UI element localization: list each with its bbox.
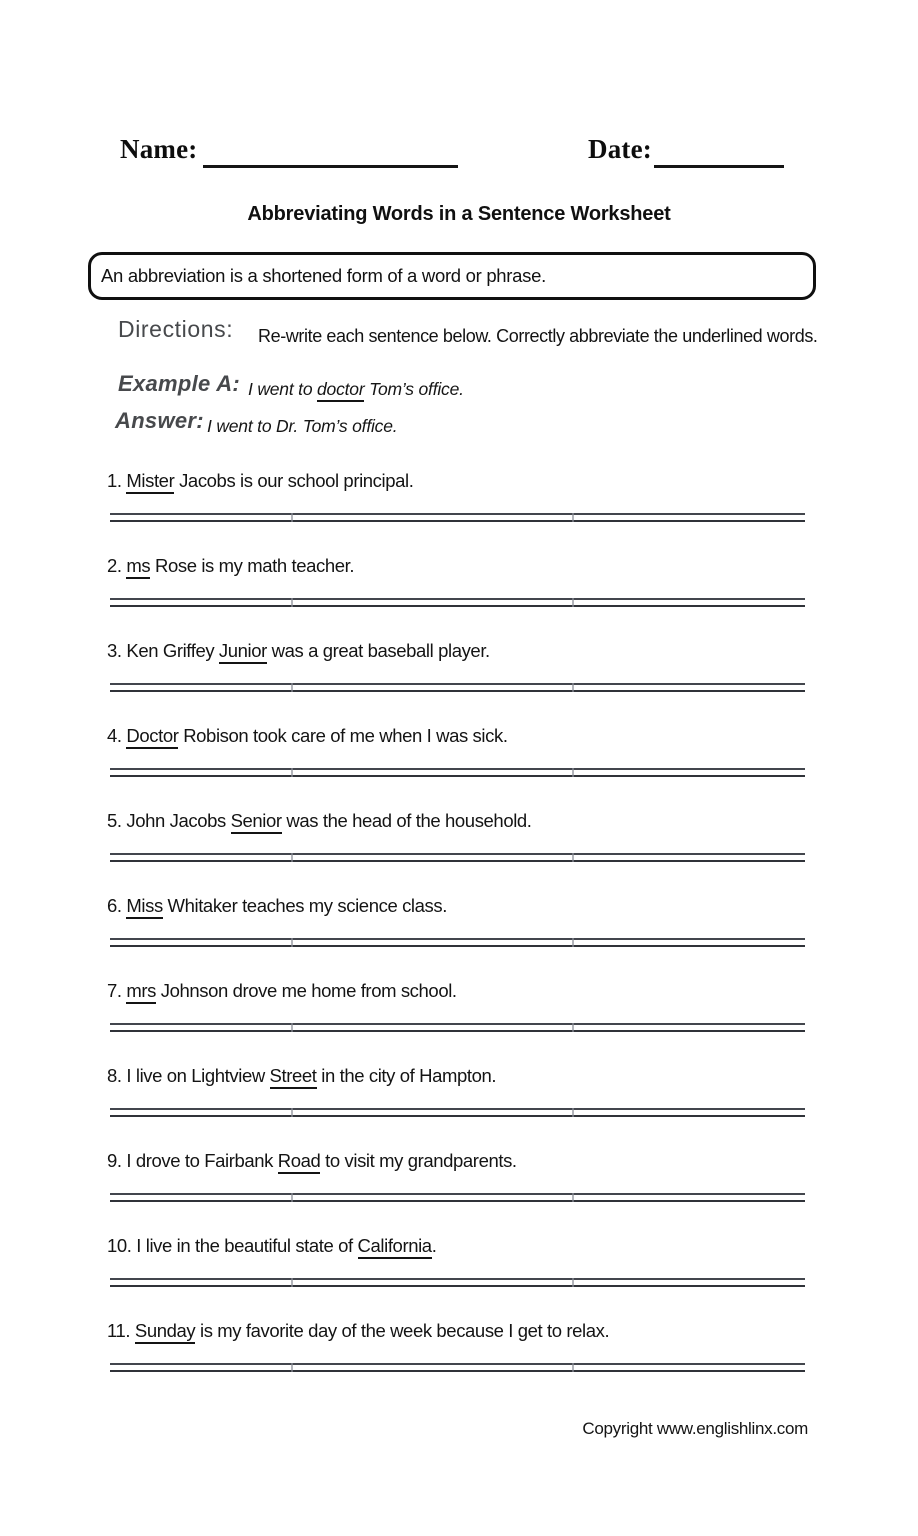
item-number: 1. (107, 470, 127, 491)
item-post-text: was a great baseball player. (266, 640, 490, 661)
item-post-text: Whitaker teaches my science class. (162, 895, 447, 916)
line-tick (291, 598, 293, 607)
line-tick (572, 853, 574, 862)
item-underlined-word: Street (270, 1065, 317, 1089)
item-underlined-word: Sunday (135, 1320, 195, 1344)
item-number: 3. (107, 640, 127, 661)
line-tick (572, 938, 574, 947)
item-underlined-word: mrs (126, 980, 156, 1004)
item-post-text: was the head of the household. (281, 810, 532, 831)
answer-blank-line[interactable] (110, 853, 805, 862)
item-underlined-word: Doctor (126, 725, 178, 749)
line-tick (291, 1363, 293, 1372)
item-sentence (107, 980, 457, 1002)
answer-blank-line[interactable] (110, 513, 805, 522)
item-underlined-word: Junior (219, 640, 267, 664)
item-number: 10. (107, 1235, 137, 1256)
item-sentence (107, 555, 354, 577)
item-sentence (107, 1235, 436, 1257)
line-tick (572, 1193, 574, 1202)
answer-blank-line[interactable] (110, 1108, 805, 1117)
answer-blank-line[interactable] (110, 938, 805, 947)
item-sentence (107, 1065, 496, 1087)
item-sentence (107, 725, 508, 747)
item-number: 9. (107, 1150, 127, 1171)
answer-blank-line[interactable] (110, 1193, 805, 1202)
item-number: 7. (107, 980, 127, 1001)
line-tick (291, 513, 293, 522)
item-underlined-word: Mister (126, 470, 174, 494)
item-post-text: Rose is my math teacher. (150, 555, 355, 576)
item-number: 2. (107, 555, 127, 576)
answer-blank-line[interactable] (110, 1278, 805, 1287)
line-tick (291, 1023, 293, 1032)
item-post-text: to visit my grandparents. (320, 1150, 517, 1171)
item-pre-text: Ken Griffey (126, 640, 219, 661)
item-post-text: . (431, 1235, 437, 1256)
line-tick (291, 853, 293, 862)
item-pre-text: I live on Lightview (126, 1065, 270, 1086)
item-pre-text: I live in the beautiful state of (136, 1235, 358, 1256)
line-tick (572, 1278, 574, 1287)
example-sentence (248, 379, 464, 400)
line-tick (572, 1108, 574, 1117)
directions-text: Re-write each sentence below. Correctly abbreviate the underlined words. (258, 326, 818, 346)
example-pre: I went to (248, 379, 318, 399)
line-tick (291, 683, 293, 692)
item-post-text: Jacobs is our school principal. (174, 470, 414, 491)
line-tick (291, 768, 293, 777)
item-number: 5. (107, 810, 127, 831)
answer-blank-line[interactable] (110, 683, 805, 692)
item-number: 11. (107, 1320, 135, 1341)
item-sentence (107, 810, 532, 832)
answer-blank-line[interactable] (110, 1023, 805, 1032)
name-label: Name: (120, 134, 198, 164)
definition-text: An abbreviation is a shortened form of a word or phrase. (101, 265, 546, 286)
definition-box (88, 252, 816, 300)
line-tick (572, 1363, 574, 1372)
example-label: Example A: (118, 371, 241, 396)
line-tick (572, 598, 574, 607)
line-tick (291, 1278, 293, 1287)
item-pre-text: John Jacobs (126, 810, 231, 831)
item-number: 4. (107, 725, 127, 746)
item-number: 8. (107, 1065, 127, 1086)
item-underlined-word: Miss (126, 895, 162, 919)
item-sentence (107, 640, 490, 662)
item-post-text: in the city of Hampton. (316, 1065, 497, 1086)
answer-sentence: I went to Dr. Tom’s office. (207, 416, 398, 436)
line-tick (291, 1108, 293, 1117)
item-underlined-word: California (358, 1235, 432, 1259)
line-tick (572, 683, 574, 692)
item-sentence (107, 895, 447, 917)
line-tick (572, 513, 574, 522)
example-post: Tom’s office. (364, 379, 464, 399)
date-label: Date: (588, 134, 652, 164)
line-tick (572, 768, 574, 777)
answer-blank-line[interactable] (110, 598, 805, 607)
line-tick (291, 1193, 293, 1202)
answer-blank-line[interactable] (110, 768, 805, 777)
item-underlined-word: Road (278, 1150, 321, 1174)
item-post-text: Johnson drove me home from school. (156, 980, 457, 1001)
item-sentence (107, 470, 413, 492)
example-underlined-word: doctor (317, 379, 364, 402)
item-sentence (107, 1320, 609, 1342)
name-blank-line[interactable] (203, 137, 458, 168)
item-number: 6. (107, 895, 127, 916)
item-post-text: is my favorite day of the week because I get to relax. (195, 1320, 610, 1341)
copyright-footer: Copyright www.englishlinx.com (582, 1419, 808, 1438)
item-underlined-word: Senior (231, 810, 282, 834)
item-sentence (107, 1150, 517, 1172)
item-pre-text: I drove to Fairbank (126, 1150, 278, 1171)
answer-label: Answer: (115, 408, 204, 433)
answer-blank-line[interactable] (110, 1363, 805, 1372)
line-tick (291, 938, 293, 947)
line-tick (572, 1023, 574, 1032)
directions-label: Directions: (118, 316, 234, 342)
date-blank-line[interactable] (654, 137, 784, 168)
item-underlined-word: ms (126, 555, 150, 579)
page-title: Abbreviating Words in a Sentence Worksheet (247, 203, 671, 225)
item-post-text: Robison took care of me when I was sick. (178, 725, 508, 746)
